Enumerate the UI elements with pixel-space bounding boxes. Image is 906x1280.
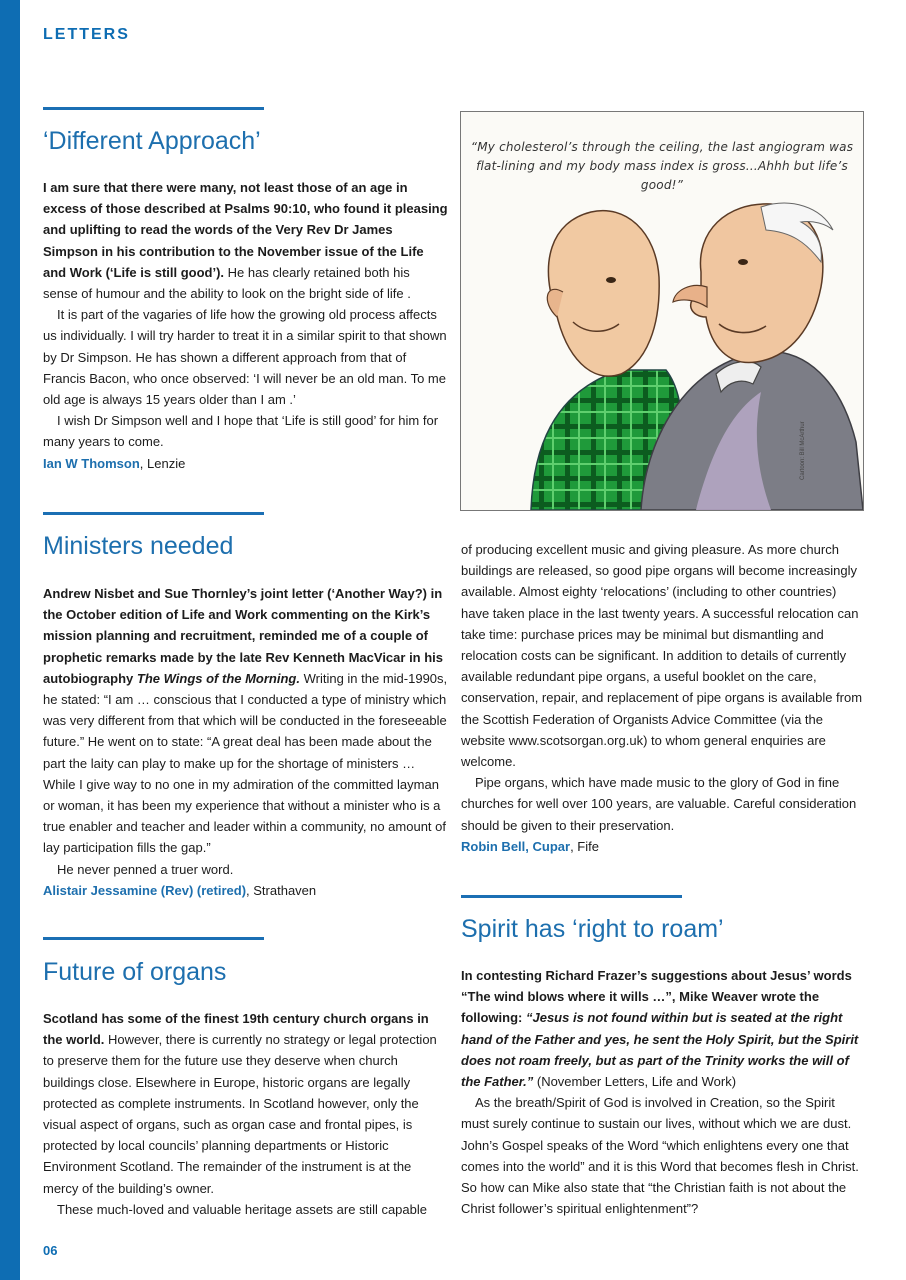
author-location: , Fife [570,838,599,854]
book-title: The Wings of the Morning. [136,670,300,686]
lead-sentence: In contesting Richard Frazer’s suggestions about Jesus’ words “The wind blows where it wills …”, Mike Weaver wrote the following: [461,968,852,1026]
paragraph-text: (November Letters, Life and Work) [533,1074,737,1090]
letter-paragraph: Pipe organs, which have made music to the glory of God in fine churches for well over 100 years, are valuable. Careful consideration should be given to their preservation. [461,775,857,833]
author-name: Ian W Thomson [43,455,140,471]
author-name: Robin Bell, Cupar [461,838,571,854]
signature [461,836,866,857]
letter-spirit-right-to-roam [461,965,866,1219]
headline-rule [43,512,264,515]
cartoon-caption: “My cholesterol’s through the ceiling, the last angiogram was flat-lining and my body mass index is gross…Ahhh but life’s good!” [470,140,854,192]
cartoon-credit: Cartoon: Bill McArthur [800,421,806,480]
author-location: , Strathaven [246,882,317,898]
headline-ministers-needed: Ministers needed [43,532,234,560]
letter-different-approach [43,177,448,474]
headline-future-of-organs: Future of organs [43,958,227,986]
letter-paragraph [43,177,448,304]
letter-paragraph: of producing excellent music and giving pleasure. As more church buildings are released, so good pipe organs will become increasingly available. Almost eighty ‘relocations’ (including to other countries) have taken place in the last twenty years. A successful relocation can take time: purchase prices may be minimal but dismantling and relocation costs can be significant. In addition to details of currently available redundant pipe organs, a useful booklet on the care, conservation, repair, and replacement of pipe organs is available from the Scottish Federation of Organists Advice Committee (via the website www.scotsorgan.org.uk) to whom general enquiries are welcome. [461,542,863,770]
signature [43,453,448,474]
lead-sentence: Andrew Nisbet and Sue Thornley’s joint letter (‘Another Way?) in the October edition of Life and Work commenting on the Kirk’s mission planning and recruitment, reminded me of a couple of prophetic remarks made by the late Rev Kenneth MacVicar in his autobiography [43,586,444,686]
page-number: 06 [43,1243,58,1258]
letter-paragraph: He never penned a truer word. [57,861,234,877]
paragraph-text: Writing in the mid-1990s, he stated: “I am … conscious that I conducted a type of ministry which was very different from that which will be conducted in the foreseeable future.” He went on to state: “A great deal has been made about the part the laity can play to make up for the shortage of ministers … While I give way to no one in my admiration of the committed layman or woman, it has been my experience that without a minister who is a true enabler and teacher and leader within a community, no amount of lay participation fills the gap.” [43,670,448,856]
letter-paragraph: As the breath/Spirit of God is involved in Creation, so the Spirit must surely continue to sustain our lives, without which we are dust. John’s Gospel speaks of the Word “which enlightens every one that comes into the world” and it is this Word that becomes flesh in Christ. So how can Mike also state that “the Christian faith is not about the Christ follower’s spiritual enlightenment”? [461,1095,859,1217]
letter-paragraph [461,965,866,1092]
author-location: , Lenzie [139,455,186,471]
paragraph-text: However, there is currently no strategy or legal protection to preserve them for the future use they deserve when church buildings close. Elsewhere in Europe, historic organs are legally protected as complete instruments. In Scotland however, only the visual aspect of organs, such as organ case and frontal pipes, is protected by local councils’ planning departments or Historic Environment Scotland. The remainder of the instrument is at the mercy of the building’s owner. [43,1032,437,1196]
letter-future-of-organs-continued [461,539,866,857]
headline-different-approach: ‘Different Approach’ [43,127,261,155]
letter-future-of-organs [43,1008,448,1220]
paragraph-text: He has clearly retained both his sense of humour and the ability to look on the bright side of life . [43,264,411,302]
headline-rule [43,937,264,940]
quoted-text: “Jesus is not found within but is seated at the right hand of the Father and yes, he sent the Holy Spirit, but the Spirit does not roam freely, but as part of the Trinity works the will of the Father.” [461,1010,859,1090]
section-label: LETTERS [43,26,130,43]
letter-paragraph: It is part of the vagaries of life how the growing old process affects us individually. I will try harder to treat it in a similar spirit to that shown by Dr Simpson. He has shown a different approach from that of Francis Bacon, who once observed: ‘I will never be an old man. To me old age is always 15 years older than I am .’ [43,307,447,408]
signature [43,880,448,901]
lead-sentence: I am sure that there were many, not least those of an age in excess of those described at Psalms 90:10, who found it pleasing and uplifting to read the words of the Very Rev Dr James Simpson in his contribution to the November issue of the Life and Work (‘Life is still good’). [43,180,448,280]
page-edge-bar [0,0,20,1280]
letter-paragraph: I wish Dr Simpson well and I hope that ‘Life is still good’ for him for many years to come. [43,413,439,450]
letter-paragraph [43,583,448,859]
headline-rule [461,895,682,898]
author-name: Alistair Jessamine (Rev) (retired) [43,882,247,898]
letter-paragraph [43,1008,448,1199]
headline-spirit-right-to-roam: Spirit has ‘right to roam’ [461,915,724,943]
lead-sentence: Scotland has some of the finest 19th century church organs in the world. [43,1011,429,1048]
letter-paragraph: These much-loved and valuable heritage assets are still capable [57,1201,427,1217]
headline-rule [43,107,264,110]
letter-ministers-needed [43,583,448,901]
